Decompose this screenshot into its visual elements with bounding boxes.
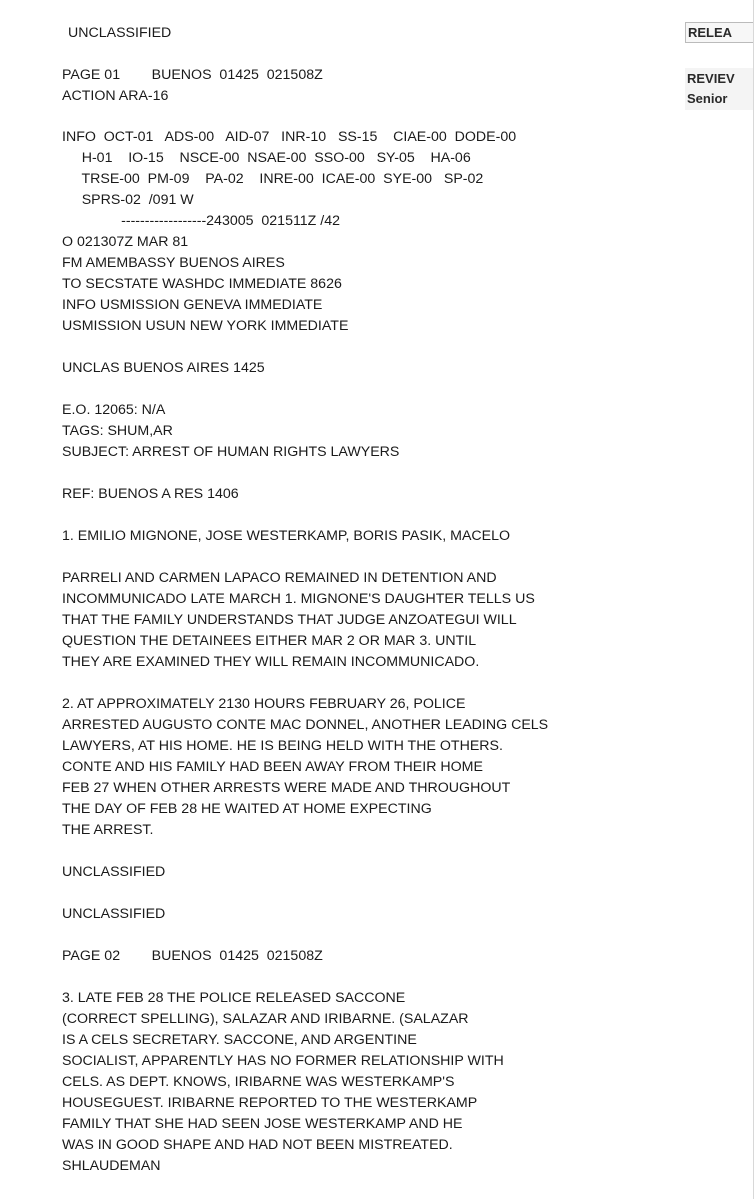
paragraph-1-lead: 1. EMILIO MIGNONE, JOSE WESTERKAMP, BORIS PASIK, MACELO — [62, 528, 511, 544]
paragraph-3-line: FAMILY THAT SHE HAD SEEN JOSE WESTERKAMP AND HE — [62, 1116, 463, 1132]
ref-line: REF: BUENOS A RES 1406 — [62, 486, 239, 502]
review-stamp-block — [685, 68, 754, 110]
classification-header: UNCLASSIFIED — [68, 25, 172, 41]
release-stamp — [685, 22, 754, 43]
paragraph-2-line: FEB 27 WHEN OTHER ARRESTS WERE MADE AND THROUGHOUT — [62, 780, 511, 796]
info-line: INFO OCT-01 ADS-00 AID-07 INR-10 SS-15 CIAE-00 DODE-00 — [62, 129, 517, 145]
paragraph-3-line: 3. LATE FEB 28 THE POLICE RELEASED SACCONE — [62, 990, 406, 1006]
subject-line: SUBJECT: ARREST OF HUMAN RIGHTS LAWYERS — [62, 444, 400, 460]
routing-line: INFO USMISSION GENEVA IMMEDIATE — [62, 297, 323, 313]
release-stamp-label: RELEA — [688, 25, 733, 40]
paragraph-3-line: CELS. AS DEPT. KNOWS, IRIBARNE WAS WESTERKAMP'S — [62, 1074, 455, 1090]
info-line: ------------------243005 021511Z /42 — [62, 213, 341, 229]
paragraph-2-line: LAWYERS, AT HIS HOME. HE IS BEING HELD WITH THE OTHERS. — [62, 738, 503, 754]
paragraph-1-line: PARRELI AND CARMEN LAPACO REMAINED IN DETENTION AND — [62, 570, 497, 586]
info-line: SPRS-02 /091 W — [62, 192, 194, 208]
paragraph-1-line: QUESTION THE DETAINEES EITHER MAR 2 OR MAR 3. UNTIL — [62, 633, 477, 649]
paragraph-2-line: 2. AT APPROXIMATELY 2130 HOURS FEBRUARY 26, POLICE — [62, 696, 466, 712]
paragraph-1-line: THAT THE FAMILY UNDERSTANDS THAT JUDGE ANZOATEGUI WILL — [62, 612, 517, 628]
paragraph-3-line: WAS IN GOOD SHAPE AND HAD NOT BEEN MISTREATED. — [62, 1137, 453, 1153]
page-2-line: PAGE 02 BUENOS 01425 021508Z — [62, 948, 323, 964]
unclas-line: UNCLAS BUENOS AIRES 1425 — [62, 360, 265, 376]
paragraph-3-line: HOUSEGUEST. IRIBARNE REPORTED TO THE WESTERKAMP — [62, 1095, 478, 1111]
paragraph-1-line: INCOMMUNICADO LATE MARCH 1. MIGNONE'S DAUGHTER TELLS US — [62, 591, 535, 607]
tags-line: TAGS: SHUM,AR — [62, 423, 173, 439]
paragraph-2-line: THE DAY OF FEB 28 HE WAITED AT HOME EXPECTING — [62, 801, 432, 817]
eo-line: E.O. 12065: N/A — [62, 402, 166, 418]
page-line: PAGE 01 BUENOS 01425 021508Z — [62, 67, 323, 83]
signature-line: SHLAUDEMAN — [62, 1158, 161, 1174]
action-line: ACTION ARA-16 — [62, 88, 169, 104]
classification-footer: UNCLASSIFIED — [62, 864, 166, 880]
info-line: H-01 IO-15 NSCE-00 NSAE-00 SSO-00 SY-05 HA-06 — [62, 150, 471, 166]
paragraph-3-line: SOCIALIST, APPARENTLY HAS NO FORMER RELATIONSHIP WITH — [62, 1053, 504, 1069]
routing-line: USMISSION USUN NEW YORK IMMEDIATE — [62, 318, 349, 334]
paragraph-2-line: THE ARREST. — [62, 822, 154, 838]
review-stamp-senior: Senior — [687, 91, 728, 106]
classification-header-page-2: UNCLASSIFIED — [62, 906, 166, 922]
paragraph-3-line: (CORRECT SPELLING), SALAZAR AND IRIBARNE. (SALAZAR — [62, 1011, 469, 1027]
routing-line: TO SECSTATE WASHDC IMMEDIATE 8626 — [62, 276, 342, 292]
routing-line: FM AMEMBASSY BUENOS AIRES — [62, 255, 285, 271]
routing-line: O 021307Z MAR 81 — [62, 234, 189, 250]
review-stamp-label: REVIEV — [687, 71, 735, 86]
paragraph-3-line: IS A CELS SECRETARY. SACCONE, AND ARGENTINE — [62, 1032, 417, 1048]
paragraph-1-line: THEY ARE EXAMINED THEY WILL REMAIN INCOMMUNICADO. — [62, 654, 480, 670]
info-line: TRSE-00 PM-09 PA-02 INRE-00 ICAE-00 SYE-00 SP-02 — [62, 171, 484, 187]
release-stamp-box — [685, 22, 754, 43]
review-stamp — [685, 68, 754, 110]
paragraph-2-line: CONTE AND HIS FAMILY HAD BEEN AWAY FROM THEIR HOME — [62, 759, 483, 775]
paragraph-2-line: ARRESTED AUGUSTO CONTE MAC DONNEL, ANOTHER LEADING CELS — [62, 717, 549, 733]
